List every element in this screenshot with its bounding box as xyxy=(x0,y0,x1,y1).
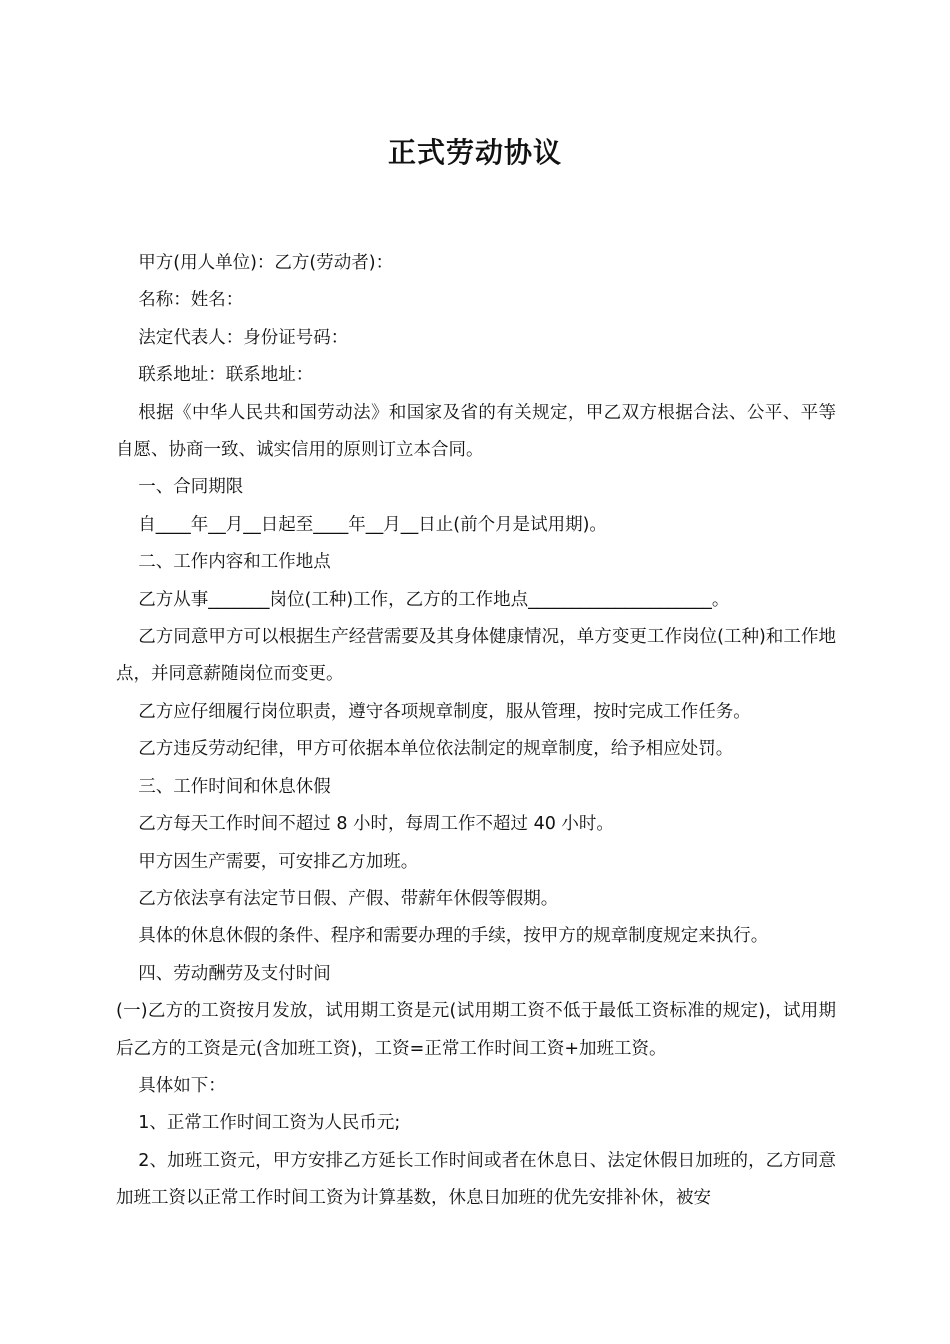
document-title: 正式劳动协议 xyxy=(387,136,562,169)
section-heading-work-time: 三、工作时间和休息休假 xyxy=(138,776,331,797)
document-body xyxy=(116,245,836,1218)
regular-wage-line: 1、正常工作时间工资为人民币元; xyxy=(138,1113,401,1134)
position-change-paragraph: 乙方同意甲方可以根据生产经营需要及其身体健康情况，单方变更工作岗位(工种)和工作地点，并同意薪随岗位而变更。 xyxy=(116,627,836,685)
section-heading-work-content: 二、工作内容和工作地点 xyxy=(138,552,331,573)
section-heading-compensation: 四、劳动酬劳及支付时间 xyxy=(138,963,331,984)
section-heading-contract-term: 一、合同期限 xyxy=(138,477,244,498)
address-line: 联系地址：联系地址： xyxy=(138,365,314,386)
details-label: 具体如下： xyxy=(138,1075,226,1096)
contract-term-line: 自____年__月__日起至____年__月__日止(前个月是试用期)。 xyxy=(138,514,607,535)
party-header-line: 甲方(用人单位)：乙方(劳动者)： xyxy=(138,253,394,273)
preamble-paragraph: 根据《中华人民共和国劳动法》和国家及省的有关规定，甲乙双方根据合法、公平、平等自愿、协商一致、诚实信用的原则订立本合同。 xyxy=(116,402,836,461)
discipline-paragraph: 乙方违反劳动纪律，甲方可依据本单位依法制定的规章制度，给予相应处罚。 xyxy=(138,739,734,760)
leave-procedure-line: 具体的休息休假的条件、程序和需要办理的手续，按甲方的规章制度规定来执行。 xyxy=(138,926,769,947)
representative-line: 法定代表人：身份证号码： xyxy=(138,327,349,348)
work-hours-line: 乙方每天工作时间不超过 8 小时，每周工作不超过 40 小时。 xyxy=(138,814,614,835)
holiday-line: 乙方依法享有法定节日假、产假、带薪年休假等假期。 xyxy=(138,888,559,909)
overtime-line: 甲方因生产需要，可安排乙方加班。 xyxy=(138,851,419,872)
name-line: 名称：姓名： xyxy=(138,290,244,311)
salary-paragraph: (一)乙方的工资按月发放，试用期工资是元(试用期工资不低于最低工资标准的规定)，试用期后乙方的工资是元(含加班工资)，工资=正常工作时间工资+加班工资。 xyxy=(116,1001,836,1059)
duty-paragraph: 乙方应仔细履行岗位职责，遵守各项规章制度，服从管理，按时完成工作任务。 xyxy=(138,701,751,722)
work-position-line: 乙方从事_______岗位(工种)工作，乙方的工作地点_____________________。 xyxy=(138,589,730,610)
overtime-wage-paragraph: 2、加班工资元，甲方安排乙方延长工作时间或者在休息日、法定休假日加班的，乙方同意加班工资以正常工作时间工资为计算基数，休息日加班的优先安排补休，被安 xyxy=(116,1150,836,1209)
